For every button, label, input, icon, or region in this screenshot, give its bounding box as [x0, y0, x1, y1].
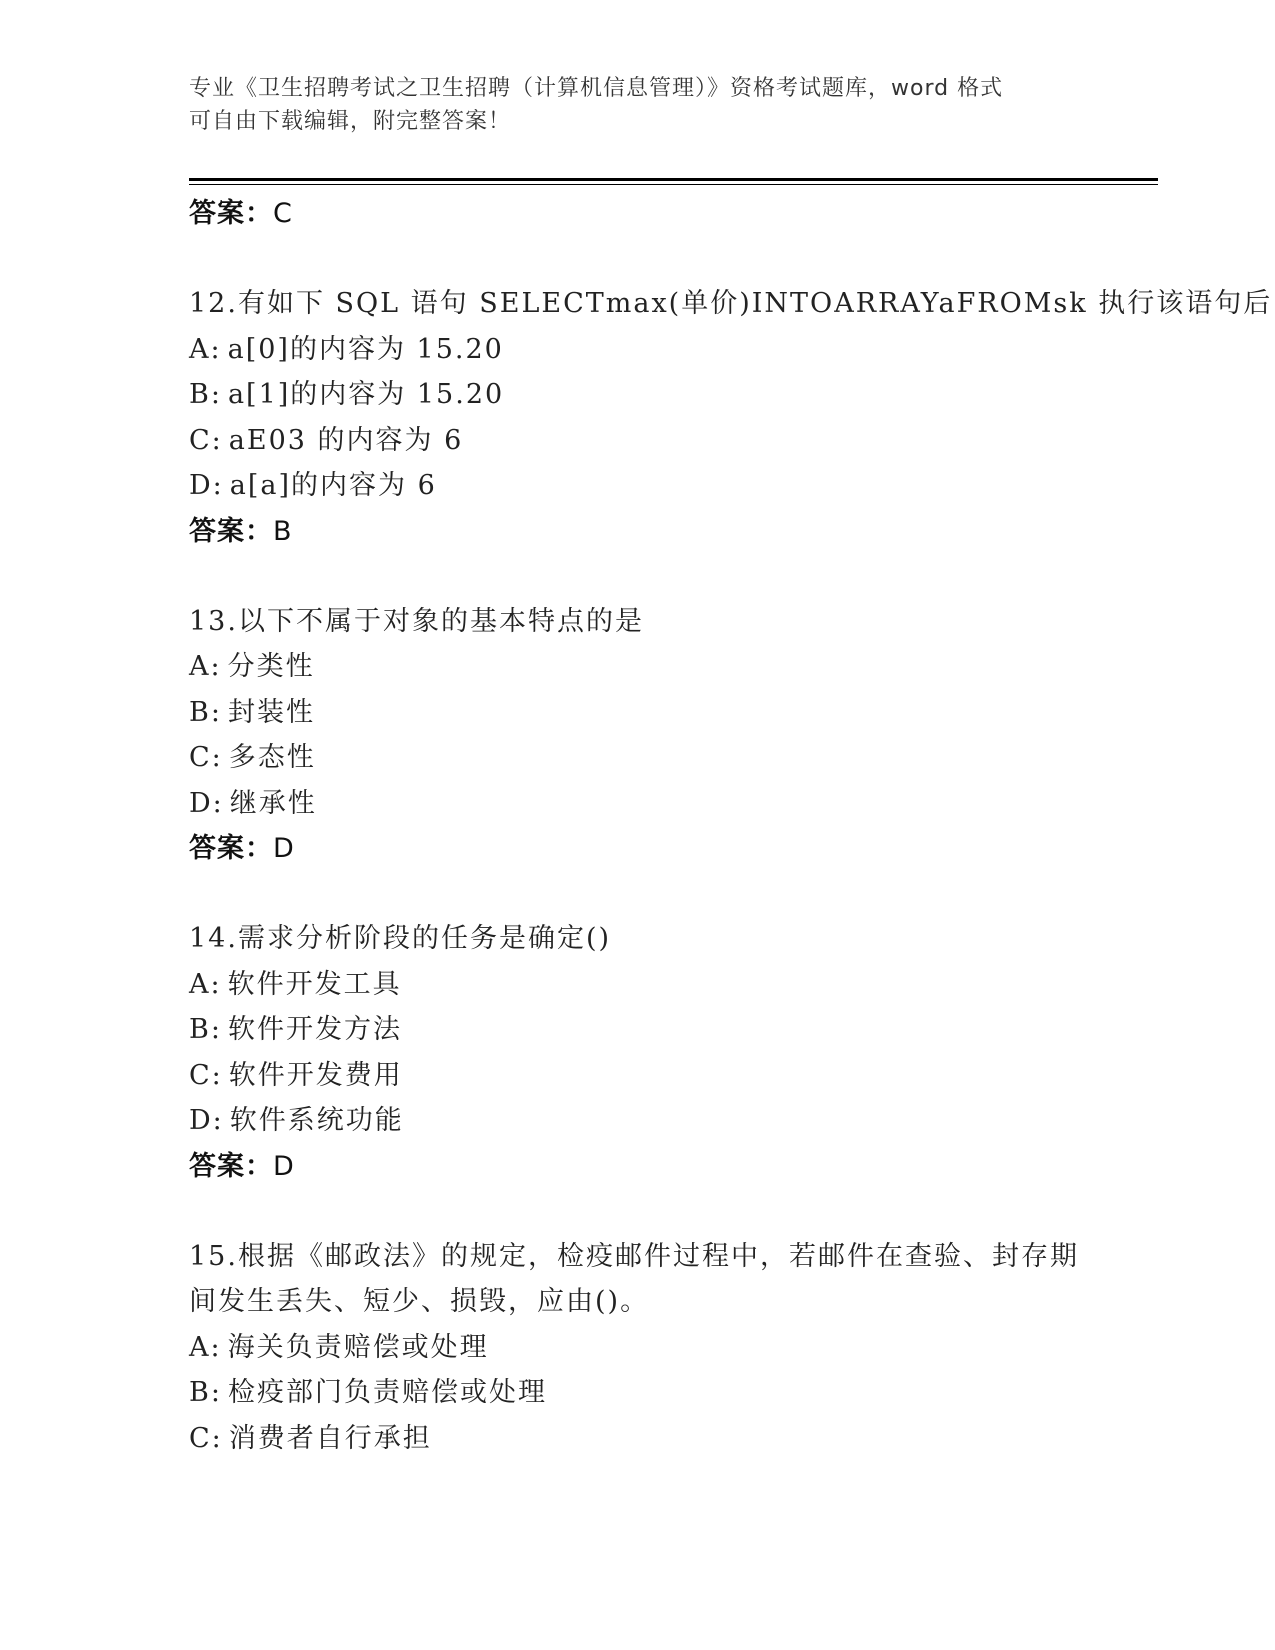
option-letter: C:	[189, 424, 223, 456]
option-b	[189, 372, 1089, 418]
option-b	[189, 1007, 1089, 1053]
option-c	[189, 735, 1089, 781]
question-text: 13.以下不属于对象的基本特点的是	[189, 605, 644, 637]
answer-value: D	[273, 833, 295, 864]
option-text: 软件开发工具	[227, 968, 402, 1000]
option-text: aE03 的内容为 6	[228, 424, 464, 456]
question-text: 15.根据《邮政法》的规定，检疫邮件过程中，若邮件在查验、封存期	[189, 1240, 1079, 1272]
option-text: 软件系统功能	[229, 1105, 404, 1136]
option-text: a[0]的内容为 15.20	[227, 333, 504, 365]
option-text: 软件开发方法	[227, 1014, 402, 1045]
spacer	[189, 237, 1089, 281]
option-letter: B:	[189, 379, 222, 410]
answer-label: 答案：	[189, 1150, 273, 1182]
option-d	[189, 1098, 1089, 1144]
option-c	[189, 1416, 1089, 1462]
option-text: 检疫部门负责赔偿或处理	[227, 1377, 547, 1408]
option-letter: B:	[189, 1014, 222, 1045]
option-letter: B:	[189, 696, 222, 728]
answer-line	[189, 1144, 1089, 1190]
answer-label: 答案：	[189, 515, 273, 547]
option-text: 海关负责赔偿或处理	[227, 1331, 489, 1363]
option-letter: C:	[189, 742, 223, 773]
spacer	[189, 555, 1089, 599]
option-letter: D:	[189, 787, 224, 819]
option-letter: A:	[189, 333, 222, 365]
question-block	[189, 916, 1089, 1190]
option-text: 多态性	[228, 742, 316, 773]
spacer	[189, 872, 1089, 916]
option-letter: D:	[189, 470, 224, 501]
answer-value: C	[273, 198, 293, 229]
option-letter: C:	[189, 1059, 223, 1091]
option-d	[189, 781, 1089, 827]
option-text: 消费者自行承担	[228, 1422, 432, 1454]
answer-label: 答案：	[189, 198, 273, 229]
option-letter: A:	[189, 1331, 222, 1363]
option-letter: D:	[189, 1105, 224, 1136]
header-rule-thick	[189, 178, 1158, 181]
answer-label: 答案：	[189, 833, 273, 864]
question-list	[189, 191, 1273, 1461]
option-b	[189, 1370, 1089, 1416]
option-c	[189, 1053, 1089, 1099]
question-block	[189, 1234, 1089, 1462]
question-text-continued: 间发生丢失、短少、损毁，应由()。	[189, 1286, 650, 1317]
answer-line	[189, 509, 1089, 555]
option-text: 继承性	[229, 787, 317, 819]
answer-value: D	[273, 1150, 295, 1182]
option-text: a[1]的内容为 15.20	[227, 379, 505, 410]
question-block	[189, 281, 1273, 555]
option-letter: B:	[189, 1377, 222, 1408]
option-b	[189, 690, 1089, 736]
document-header	[189, 72, 1089, 138]
option-letter: C:	[189, 1422, 223, 1454]
question-text: 14.需求分析阶段的任务是确定()	[189, 923, 612, 954]
option-text: a[a]的内容为 6	[229, 470, 437, 501]
option-text: 封装性	[227, 696, 315, 728]
option-a	[189, 327, 1089, 373]
option-a	[189, 962, 1089, 1008]
option-text: 分类性	[227, 651, 315, 682]
spacer	[189, 1190, 1089, 1234]
header-line-2: 可自由下载编辑，附完整答案！	[189, 109, 512, 134]
option-text: 软件开发费用	[228, 1059, 403, 1091]
option-a	[189, 1325, 1089, 1371]
option-d	[189, 463, 1089, 509]
option-letter: A:	[189, 651, 222, 682]
header-line-1: 专业《卫生招聘考试之卫生招聘（计算机信息管理）》资格考试题库，word 格式	[189, 76, 1004, 101]
option-c	[189, 418, 1089, 464]
header-rule-thin	[189, 184, 1158, 185]
answer-value: B	[273, 515, 293, 547]
option-letter: A:	[189, 968, 222, 1000]
answer-line	[189, 191, 1089, 237]
question-block	[189, 599, 1089, 873]
option-a	[189, 644, 1089, 690]
answer-line	[189, 826, 1089, 872]
question-text: 12.有如下 SQL 语句 SELECTmax(单价)INTOARRAYaFROMsk 执行该语句后	[189, 288, 1273, 319]
